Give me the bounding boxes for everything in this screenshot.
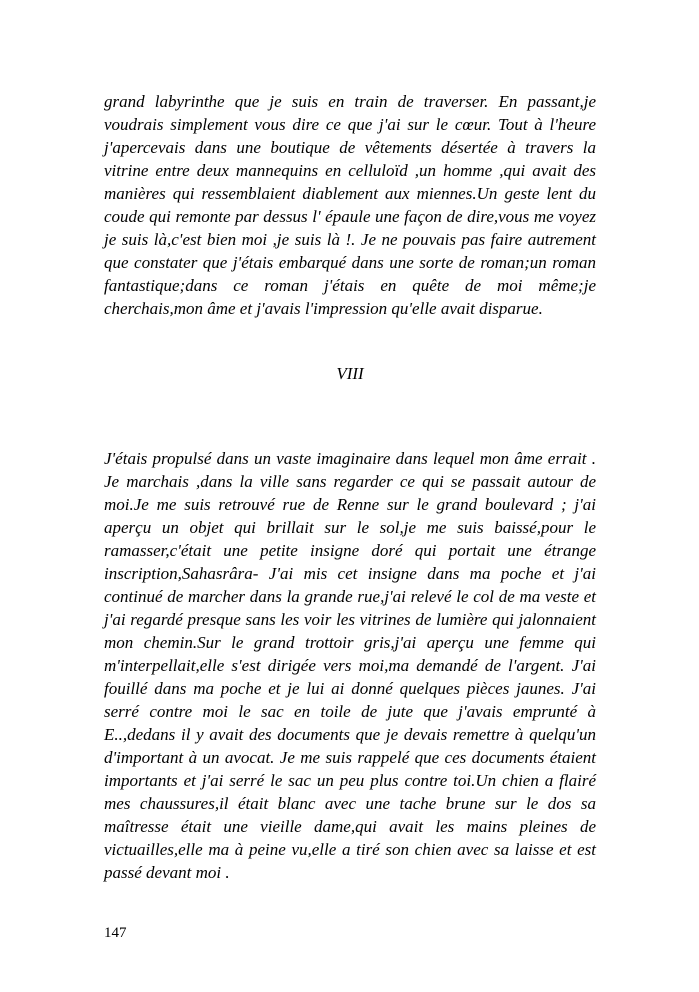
page-number: 147 xyxy=(104,925,127,941)
paragraph-2: J'étais propulsé dans un vaste imaginaire dans lequel mon âme errait . Je marchais ,dans la ville sans regarder ce qui se passait autour de moi.Je me suis retrouvé rue de Renne sur le grand boulevard ; j'ai aperçu un objet qui brillait sur le sol,je me suis baissé,pour le ramasser,c'était une petite insigne doré qui portait une étrange inscription,Sahasrâra- J'ai mis cet insigne dans ma poche et j'ai continué de marcher dans la grande rue,j'ai relevé le col de ma veste et j'ai regardé presque sans les voir les vitrines de lumière qui jalonnaient mon chemin.Sur le grand trottoir gris,j'ai aperçu une femme qui m'interpellait,elle s'est dirigée vers moi,ma demandé de l'argent. J'ai fouillé dans ma poche et je lui ai donné quelques pièces jaunes. J'ai serré contre moi le sac en toile de jute que j'avais emprunté à E..,dedans il y avait des documents que je devais remettre à quelqu'un d'important à un avocat. Je me suis rappelé que ces documents étaient importants et j'ai serré le sac un peu plus contre toi.Un chien a flairé mes chaussures,il était blanc avec une tache brune sur le dos sa maîtresse était une vieille dame,qui avait les mains pleines de victuailles,elle ma à peine vu,elle a tiré son chien avec sa laisse et est passé devant moi . xyxy=(104,449,596,882)
paragraph-1: grand labyrinthe que je suis en train de traverser. En passant,je voudrais simplement vous dire ce que j'ai sur le cœur. Tout à l'heure j'apercevais dans une boutique de vêtements désertée à travers la vitrine entre deux mannequins en celluloïd ,un homme ,qui avait des manières qui ressemblaient diablement aux miennes.Un geste lent du coude qui remonte par dessus l' épaule une façon de dire,vous me voyez je suis là,c'est bien moi ,je suis là !. Je ne pouvais pas faire autrement que constater que j'étais embarqué dans une sorte de roman;un roman fantastique;dans ce roman j'étais en quête de moi même;je cherchais,mon âme et j'avais l'impression qu'elle avait disparue. xyxy=(104,92,596,318)
page-content xyxy=(104,90,596,884)
chapter-heading: VIII xyxy=(336,364,364,383)
